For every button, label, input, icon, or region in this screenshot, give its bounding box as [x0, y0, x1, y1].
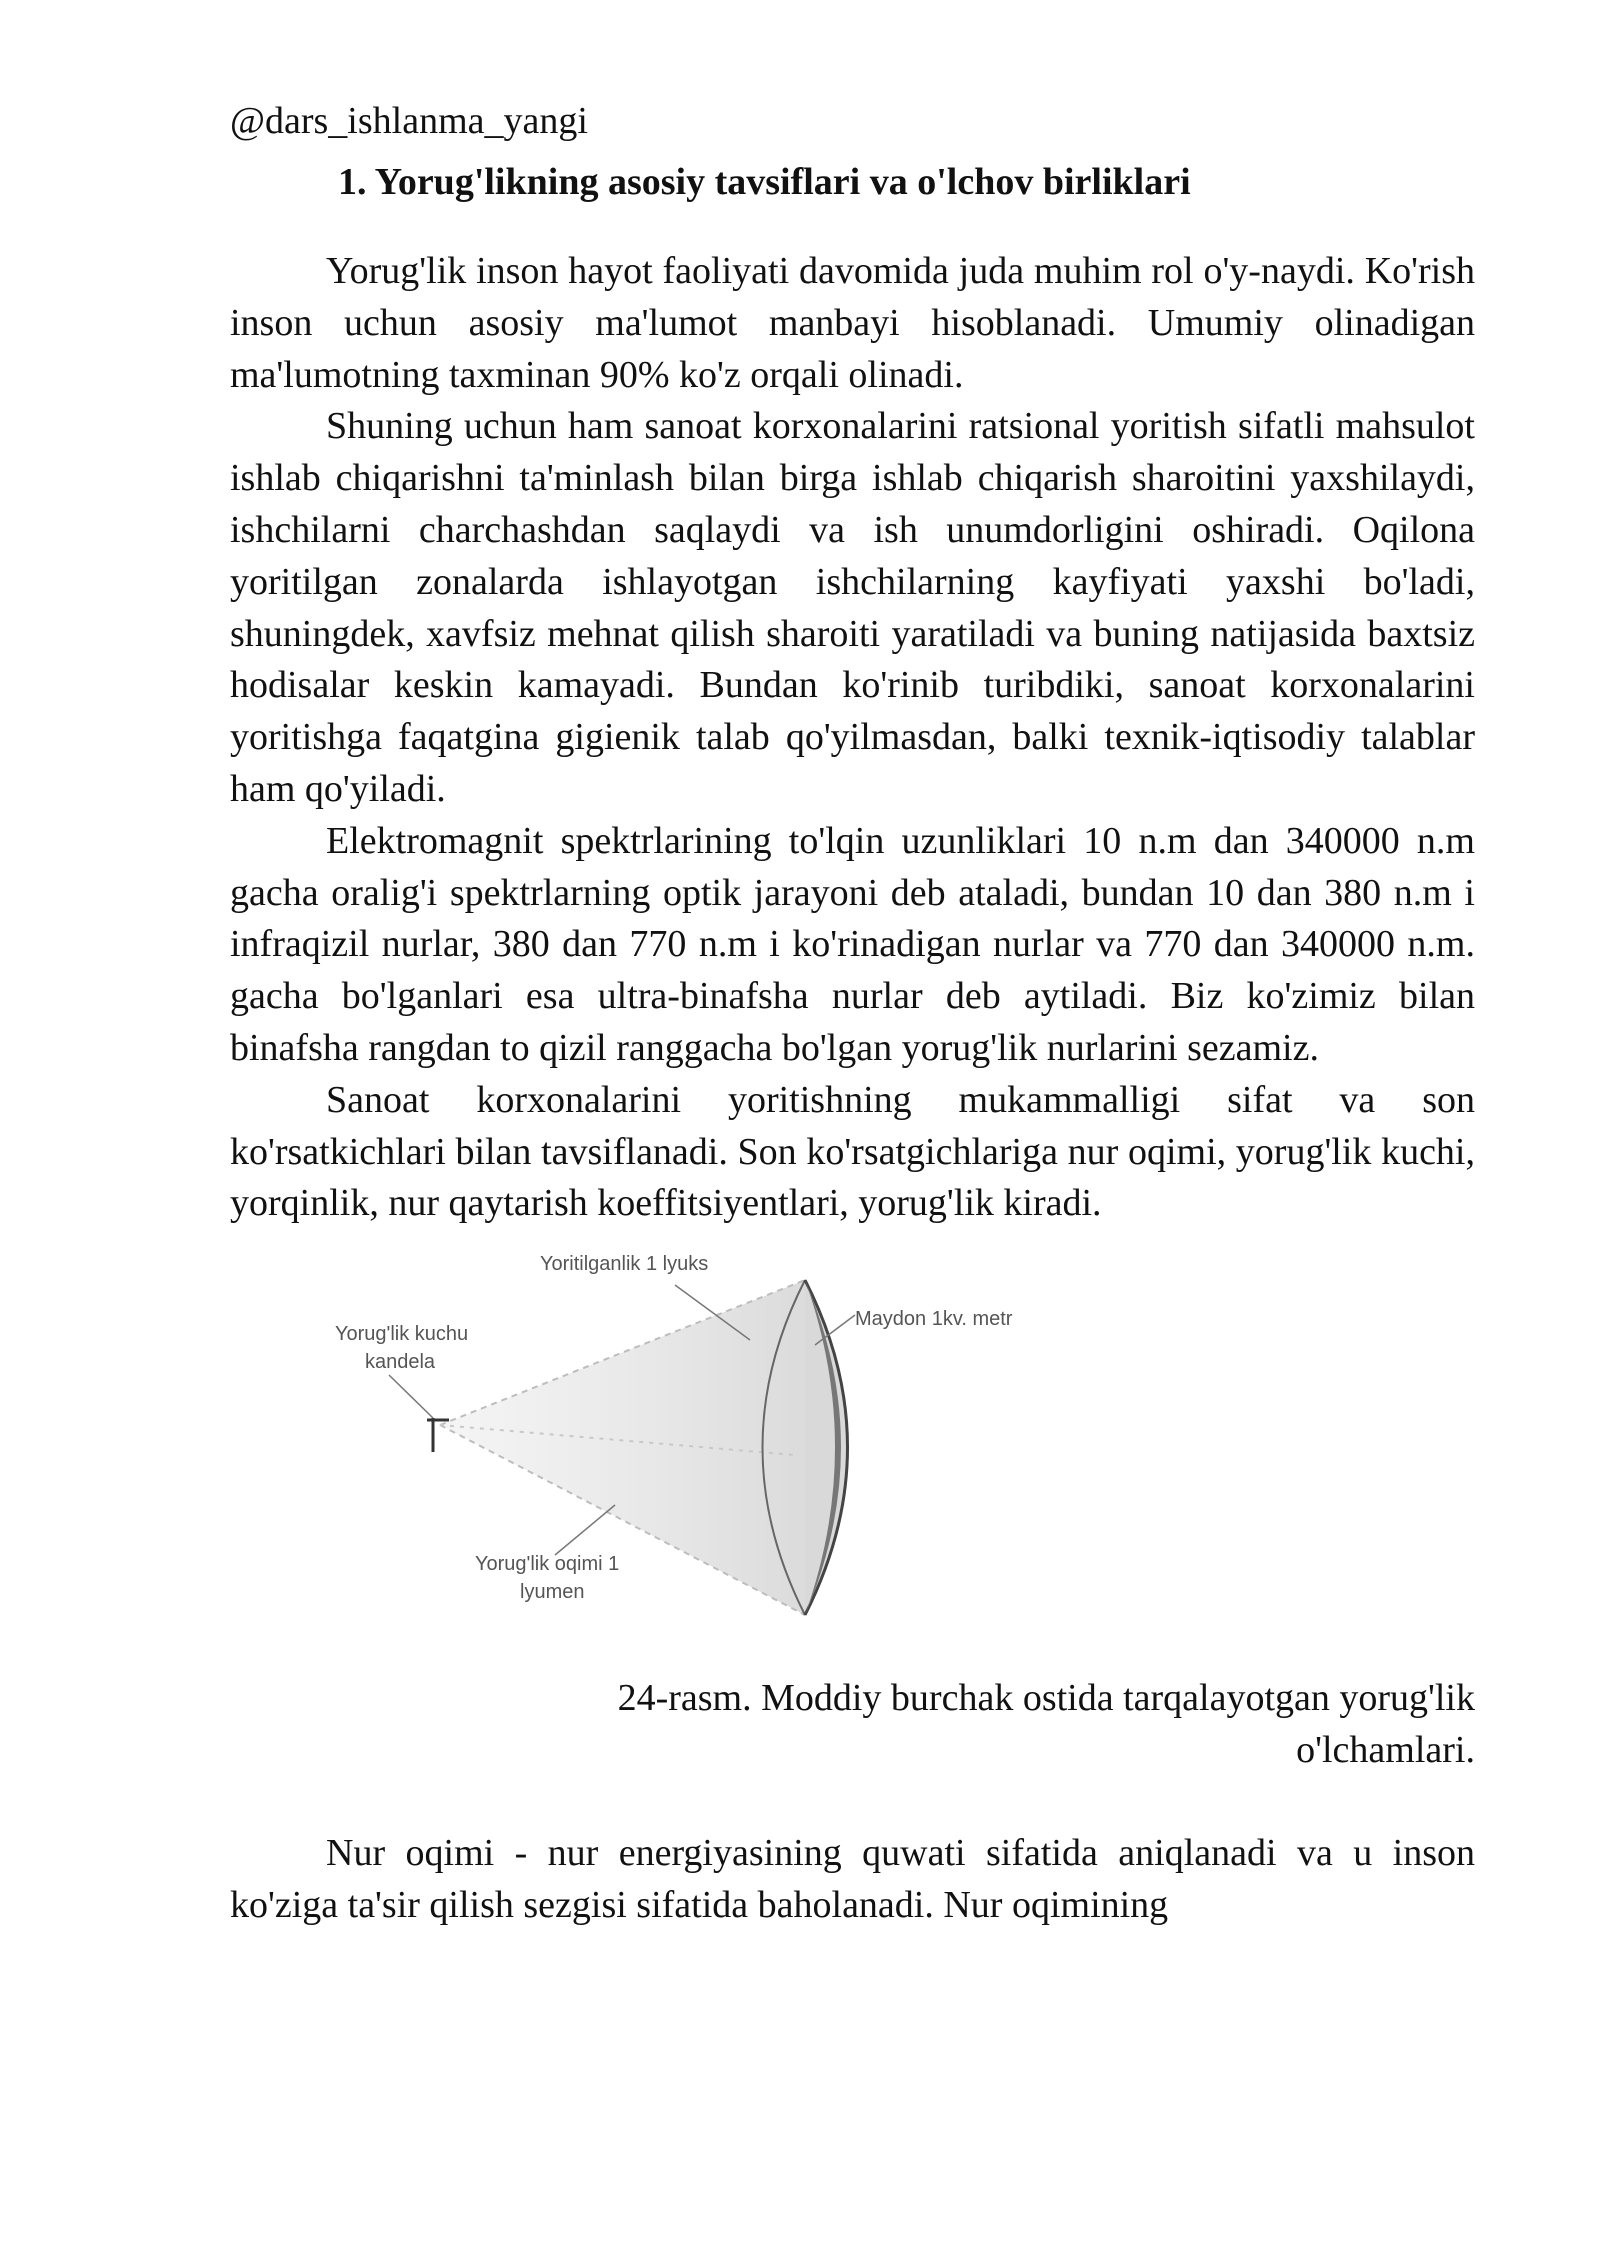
label-intensity-line1: Yorug'lik kuchu — [335, 1323, 469, 1346]
paragraph-5: Nur oqimi - nur energiyasining quwati sifatida aniqlanadi va u inson ko'ziga ta'sir qilish sezgisi sifatida baholanadi. Nur oqimining — [230, 1832, 1475, 1926]
paragraph-3: Elektromagnit spektrlarining to'lqin uzunliklari 10 n.m dan 340000 n.m gacha oralig'i spektrlarning optik jarayoni deb ataladi, bundan 10 dan 380 n.m i infraqizil nurlar, 380 dan 770 n.m i ko'rinadigan nurlar va 770 dan 340000 n.m. gacha bo'lganlari esa ultra-binafsha nurlar deb aytiladi. Biz ko'zimiz bilan binafsha rangdan to qizil ranggacha bo'lgan yorug'lik nurlarini sezamiz. — [230, 819, 1475, 1069]
channel-handle: @dars_ishlanma_yangi — [230, 100, 588, 142]
label-area: Maydon 1kv. metr — [855, 1308, 1013, 1331]
paragraph-2: Shuning uchun ham sanoat korxonalarini ratsional yoritish sifatli mahsulot ishlab chiqarishni ta'minlash bilan birga ishlab chiqarish sharoitini yaxshilaydi, ishchilarni charchashdan saqlaydi va ish unumdorligini oshiradi. Oqilona yoritilgan zonalarda ishlayotgan ishchilarning kayfiyati yaxshi bo'ladi, shuningdek, xavfsiz mehnat qilish sharoiti yaratiladi va buning natijasida baxtsiz hodisalar keskin kamayadi. Bundan ko'rinib turibdiki, sanoat korxonalarini yoritishga faqatgina gigienik talab qo'yilmasdan, balki texnik-iqtisodiy talablar ham qo'yiladi. — [230, 405, 1475, 810]
solid-angle-illustration — [325, 1240, 1305, 1640]
leader-flux — [555, 1505, 615, 1555]
label-intensity-line2: kandela — [365, 1351, 436, 1374]
label-flux-line2: lyumen — [520, 1581, 585, 1604]
paragraph-1: Yorug'lik inson hayot faoliyati davomida juda muhim rol o'y-naydi. Ko'rish inson uchun asosiy ma'lumot manbayi hisoblanadi. Umumiy olinadigan ma'lumotning taxminan 90% ko'z orqali olinadi. — [230, 250, 1475, 396]
figure-24 — [230, 1240, 1475, 1660]
section-title: 1. Yorug'likning asosiy tavsiflari va o'lchov birliklari — [338, 161, 1191, 203]
label-illuminance: Yoritilganlik 1 lyuks — [540, 1253, 709, 1276]
document-page — [230, 92, 1475, 1932]
figure-caption: 24-rasm. Moddiy burchak ostida tarqalayotgan yorug'lik o'lchamlari. — [617, 1677, 1475, 1772]
paragraph-4: Sanoat korxonalarini yoritishning mukammalligi sifat va son ko'rsatkichlari bilan tavsiflanadi. Son ko'rsatgichlariga nur oqimi, yorug'lik kuchi, yorqinlik, nur qaytarish koeffitsiyentlari, yorug'lik kiradi. — [230, 1078, 1475, 1225]
label-flux-line1: Yorug'lik oqimi 1 — [475, 1553, 620, 1576]
area-back-edge — [805, 1280, 848, 1615]
leader-intensity — [389, 1375, 433, 1418]
